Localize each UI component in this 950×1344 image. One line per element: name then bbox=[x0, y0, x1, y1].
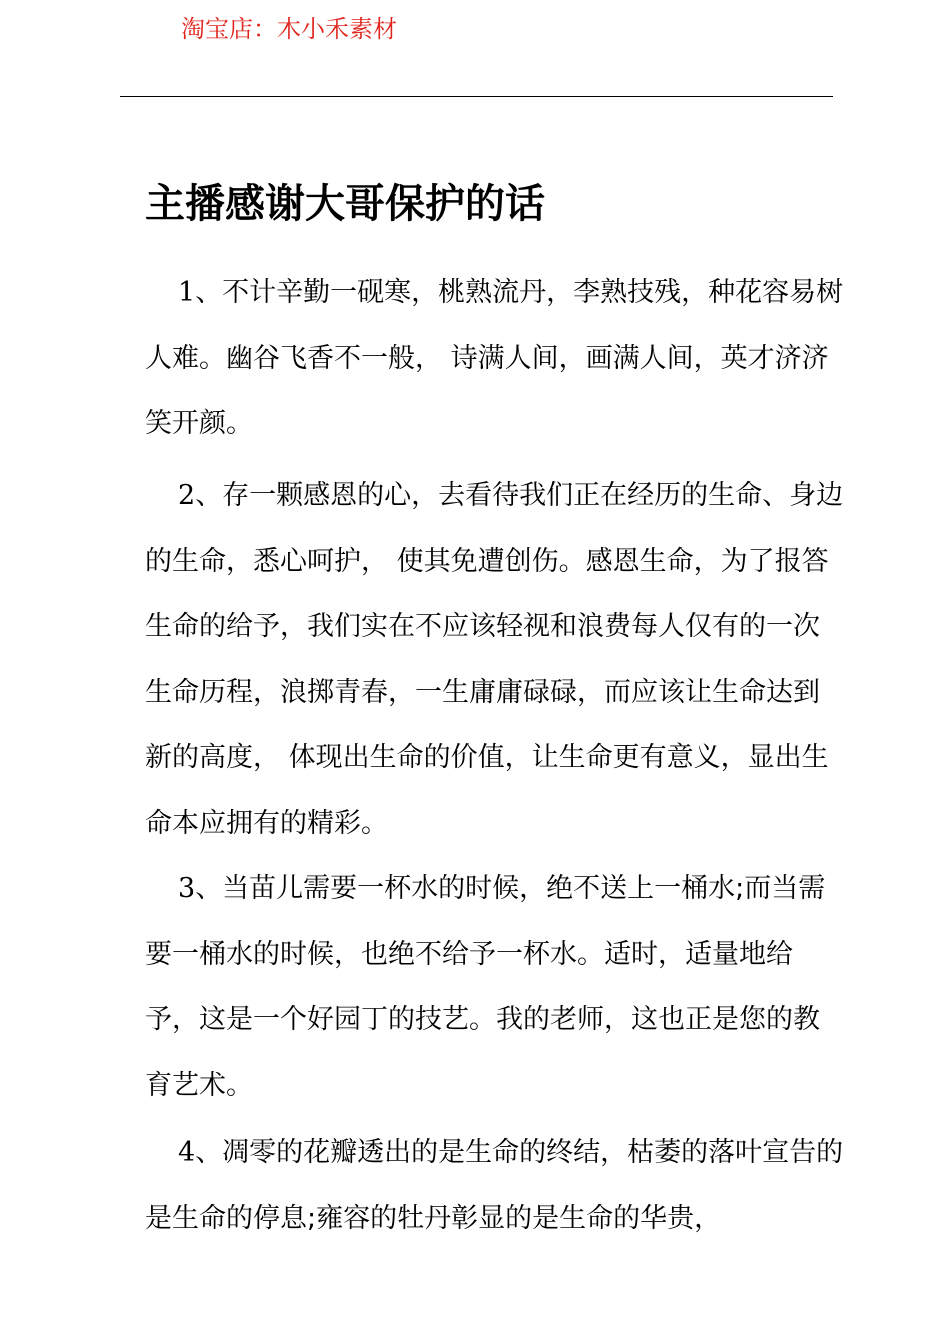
paragraph-text: 、凋零的花瓣透出的是生命的终结，枯萎的落叶宣告的是生命的停息;雍容的牡丹彰显的是生命的华贵， bbox=[145, 1137, 844, 1234]
paragraph-number: 4 bbox=[178, 1137, 196, 1168]
paragraph-number: 3 bbox=[178, 873, 196, 904]
paragraph-4 bbox=[145, 1120, 845, 1251]
paragraph-number: 1 bbox=[178, 277, 196, 308]
store-header-label: 淘宝店：木小禾素材 bbox=[181, 15, 397, 43]
header-divider bbox=[120, 96, 833, 97]
paragraph-text: 、存一颗感恩的心，去看待我们正在经历的生命、身边的生命，悉心呵护， 使其免遭创伤。感恩生命，为了报答生命的给予，我们实在不应该轻视和浪费每人仅有的一次生命历程，浪掷青春，一生庸庸碌碌，而应该让生命达到新的高度， 体现出生命的价值，让生命更有意义，显出生命本应拥有的精彩。 bbox=[145, 480, 844, 839]
paragraph-number: 2 bbox=[178, 480, 196, 511]
document-title: 主播感谢大哥保护的话 bbox=[145, 181, 545, 227]
paragraph-text: 、不计辛勤一砚寒，桃熟流丹，李熟技残，种花容易树人难。幽谷飞香不一般， 诗满人间，画满人间，英才济济笑开颜。 bbox=[145, 277, 844, 439]
paragraph-3 bbox=[145, 856, 845, 1118]
paragraph-2 bbox=[145, 463, 845, 856]
paragraph-text: 、当苗儿需要一杯水的时候，绝不送上一桶水;而当需要一桶水的时候，也绝不给予一杯水。适时，适量地给予，这是一个好园丁的技艺。我的老师，这也正是您的教育艺术。 bbox=[145, 873, 826, 1101]
paragraph-1 bbox=[145, 260, 845, 457]
